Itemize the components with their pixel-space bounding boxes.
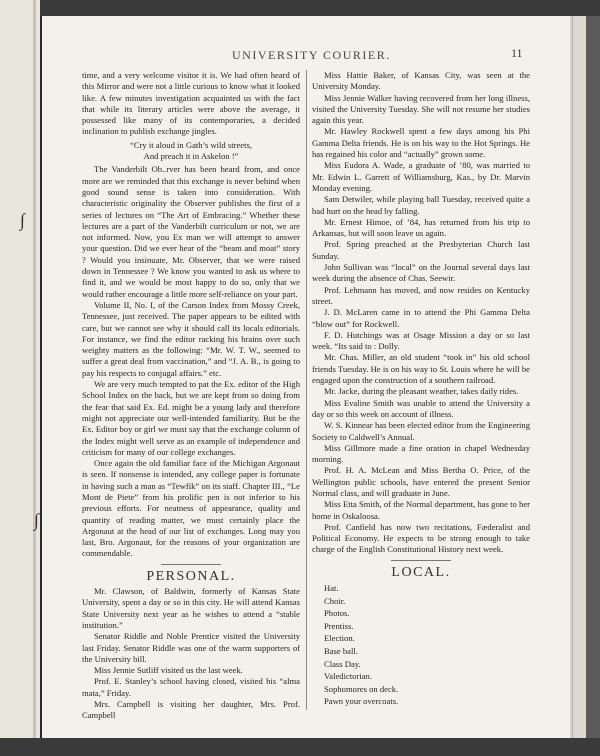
personal-item: Prof. H. A. McLean and Miss Bertha O. Price, of the Wellington public schools, have entered the present Senior Normal class, and will graduate in June. [312,465,530,498]
personal-item: Mr. Chas. Miller, an old student “took in” his old school friends Tuesday. He is on his way to St. Louis where he will be engaged upon the construction of a southern railroad. [312,352,530,386]
column-divider [306,70,307,710]
scan-top-border [0,0,600,16]
personal-item: J. D. McLaren came in to attend the Phi Gamma Delta “blow out” for Rockwell. [312,307,530,329]
exchange-paragraph: The Vanderbilt Ob..rver has been heard from, and once more are we reminded that this exchange is never behind when good sound sense is taken into consideration. With characteristic originality the Observer publishes the first of a series of lectures on “The Art of Embracing.” Whether these lectures are a part of the Vanderbilt curriculum or not, we are not informed. Now, you Ex man we will attempt to answer your question. Did we ever hear of the “beam and moat” story ? Would you insinuate, Mr. Observer, that we were raised down in Tennessee ? We know you wanted to ask us where to find it, and we would be most happy to do so, only that we would rather encourage a little more self-reliance on your part. [82,164,300,299]
personal-item: Sam Detwiler, while playing ball Tuesday, received quite a bad hurt on the head by falling. [312,194,530,216]
local-item: Pawn your overcoats. [324,696,399,707]
personal-item: Miss Etta Smith, of the Normal department, has gone to her home in Oskaloosa. [312,499,530,521]
personal-item: Senator Riddle and Noble Prentice visited the University last Friday. Senator Riddle was one of the warm supporters of the University bill. [82,631,300,664]
local-item: Hat. [324,583,339,594]
right-column [312,70,530,708]
personal-section-title: PERSONAL. [146,568,236,584]
local-item: Election. [324,633,355,644]
scan-bottom-border [0,738,600,756]
page-binding-edge [572,16,587,738]
local-item: Sophomores on deck. [324,683,399,694]
local-item: Class Day. [324,658,361,669]
personal-item: Miss Hattie Baker, of Kansas City, was seen at the University Monday. [312,70,530,92]
personal-item: Miss Eudora A. Wade, a graduate of ’80, was married to Mr. Edwin L. Garrett of Williamsburg, Kas., by Dr. Marvin Monday evening. [312,160,530,193]
personal-item: Prof. Canfield has now two recitations, Fæderalist and Political Economy. He expects to be strong enough to take charge of the English Constitutional History next week. [312,521,530,555]
local-item: Prentiss. [324,620,354,631]
personal-item: Prof. E. Stanley’s school having closed, visited his “alma mata,” Friday. [82,676,300,698]
verse-line: “Cry it aloud in Gath’s wild streets, [130,139,252,150]
personal-item: Miss Jennie Walker having recovered from her long illness, visited the University Tuesday. She will not resume her studies again this year. [312,92,530,126]
personal-item: Miss Evaline Smith was unable to attend the University a day or so this week on account of illness. [312,397,530,419]
personal-item: Miss Gillmore made a fine oration in chapel Wednesday morning. [312,442,530,465]
personal-item: Prof. Lehmann has moved, and now resides on Kentucky street. [312,284,530,306]
personal-item: Miss Jennie Sutliff visited us the last week. [94,665,243,676]
personal-item: Mr. Clawson, of Baldwin, formerly of Kansas State University, spent a day or so in this city. He will attend Kansas State University next year as he wishes to attend a “stable institution.” [82,586,300,630]
local-item: Photos. [324,608,350,619]
exchange-paragraph: Volume II, No. I, of the Carson Index from Mossy Creek, Tennessee, just received. The paper appears to be edited with care, but we cannot see why it should call its locals editorials. For instance, we find the editor racking his brains over such weighty matters as the following: “Mr. W. T. W., seemed to suffer a great deal from vaccination,” and “J. A. B., is going to pay his respects to conjugal affairs.” etc. [82,299,300,378]
personal-item: Mr. Hawley Rockwell spent a few days among his Phi Gamma Delta friends. He is on his way to the Hot Springs. He has regained his color and “actually” grown some. [312,126,530,160]
local-item: Valedictorian. [324,671,372,682]
exchange-paragraph: Once again the old familiar face of the Michigan Argonaut is seen. If nonsense is intended, any college paper is fortunate in having such a man as “Tewfik” on its staff. Chapter III., “Le Mont de Piete” from his prolific pen is not inferior to his previous efforts. For neatness of appearance, quality and quantity of reading matter, we must certainly place the Argonaut at the head of our list of exchanges. Long may you last, Bro. Argonaut, for the reasons of your organization are commendable. [82,458,300,559]
scan-right-border [586,16,600,738]
verse-quote [82,140,300,163]
personal-item: W. S. Kinnear has been elected editor from the Engineering Society to Caldwell’s Annual. [312,420,530,442]
local-section-title: LOCAL. [391,564,451,580]
verse-line: And preach it in Askelon !” [143,151,239,162]
facing-page-edge [0,0,40,756]
personal-item: Mr. Ernest Himoe, of ’84, has returned from his trip to Arkansas, but will soon leave us again. [312,216,530,239]
exchange-paragraph: We are very much tempted to pat the Ex. editor of the High School Index on the back, but we are kept from so doing from the fear that said Ex. Ed. might be a young lady and therefore might not appreciate our well-intended familiarity. But be the Ex. Editor boy or girl we must say that the exchange column of the Index might well serve as an example of independence and criticism for many of our college exchanges. [82,379,300,457]
personal-item: Prof. Spring preached at the Presbyterian Church last Sunday. [312,239,530,261]
personal-item: F. D. Hutchings was at Osage Mission a day or so last week. “Its said to : Dolly. [312,329,530,352]
personal-item: Mrs. Campbell is visiting her daughter, Mrs. Prof. Campbell [82,699,300,721]
personal-item: Mr. Jacke, during the pleasant weather, takes daily rides. [324,386,519,397]
section-rule [161,564,221,565]
page-header-title: UNIVERSITY COURIER. [232,48,391,62]
local-list [312,582,530,708]
margin-mark-icon: ∫ [20,210,25,230]
personal-item: John Sullivan was “local” on the Journal several days last week during the absence of Chas. Seewir. [312,262,530,284]
margin-mark-icon: ∫ [34,510,39,530]
exchange-paragraph: time, and a very welcome visitor it is. We had often heard of this Mirror and were not a little curious to know what it looked like. A few minutes investigation acquainted us with the fact that while its literary articles were above the average, it possessed like many of its contemporaries, a decided inclination to publish exchange jingles. [82,70,300,137]
page-number: 11 [511,46,523,60]
local-item: Base ball. [324,646,358,657]
left-column [82,70,300,722]
local-item: Choir. [324,595,346,606]
section-rule [391,560,451,561]
